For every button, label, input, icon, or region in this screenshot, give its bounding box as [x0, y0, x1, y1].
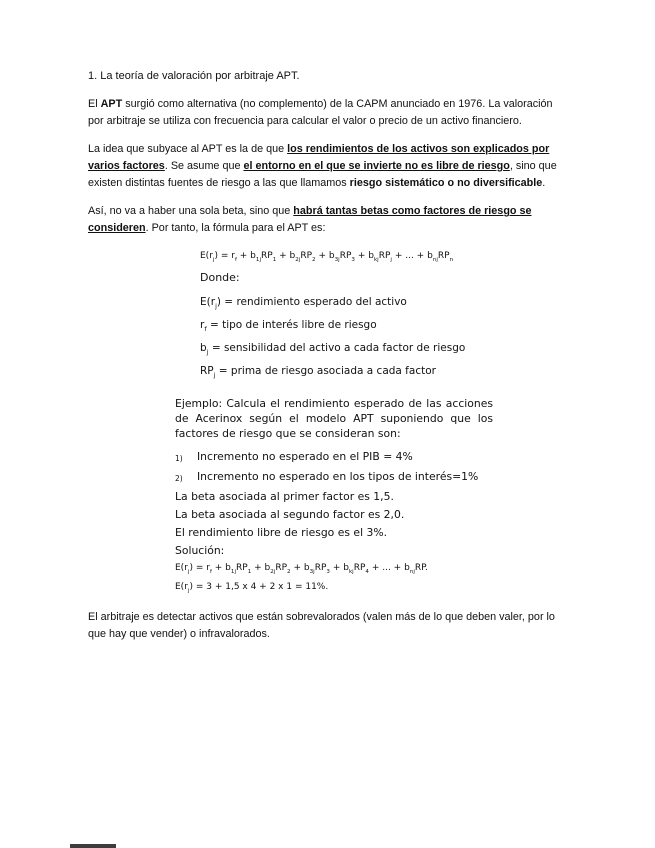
text-run: 1: [272, 256, 277, 263]
text-run: j: [187, 568, 190, 575]
text-run: E(r: [200, 251, 213, 261]
text-run: el entorno en el que se invierte no es libre de riesgo: [243, 160, 510, 172]
example-line-risk-free: El rendimiento libre de riesgo es el 3%.: [175, 526, 388, 539]
example-list-item-1: [175, 450, 493, 465]
text-run: j: [212, 256, 215, 263]
list-marker: 1): [175, 454, 183, 463]
example-section: [175, 396, 493, 593]
text-run: ) = r: [189, 563, 210, 573]
text-run: E(r: [175, 563, 188, 573]
text-run: riesgo sistemático o no diversificable: [349, 177, 543, 189]
page-edge-artifact: [70, 844, 116, 848]
text-run: 2: [287, 568, 291, 575]
text-run: ) = r: [214, 251, 235, 261]
text-run: RP: [200, 365, 214, 377]
text-run: 3: [351, 256, 355, 263]
solution-label: Solución:: [175, 544, 225, 557]
text-run: RP: [378, 251, 391, 261]
page-title: 1. La teoría de valoración por arbitraje APT.: [88, 70, 300, 82]
text-run: 1j: [230, 568, 237, 575]
text-run: . Por tanto, la fórmula para el APT es:: [145, 222, 326, 234]
text-run: + ... + b: [391, 251, 433, 261]
text-run: r: [200, 319, 205, 331]
text-run: , sino que existen distintas fuentes de riesgo a las que llamamos: [88, 160, 557, 189]
list-item-text: Incremento no esperado en el PIB = 4%: [197, 450, 413, 463]
definition-sensitivity: [200, 341, 567, 355]
text-run: 2j: [270, 568, 276, 575]
text-run: + b: [276, 251, 296, 261]
list-marker: 2): [175, 474, 183, 483]
paragraph-apt-betas: [88, 203, 567, 237]
text-run: 3j: [334, 256, 340, 263]
text-run: .: [542, 177, 546, 189]
text-run: + b: [329, 563, 349, 573]
text-run: La idea que subyace al APT es la de que: [88, 143, 288, 155]
text-run: RP: [353, 563, 366, 573]
text-run: 2: [312, 256, 316, 263]
text-run: f: [209, 568, 212, 575]
text-run: nj: [432, 256, 438, 263]
text-run: RP: [314, 563, 327, 573]
donde-label: Donde:: [200, 271, 240, 284]
text-run: + b: [236, 251, 256, 261]
text-run: b: [200, 342, 207, 354]
text-run: E(r: [200, 296, 216, 308]
definition-risk-free-rate: [200, 318, 567, 332]
text-run: RP: [300, 251, 313, 261]
text-run: RP.: [414, 563, 429, 573]
text-run: 1j: [255, 256, 262, 263]
text-run: RP: [437, 251, 450, 261]
text-run: j: [213, 371, 216, 380]
formula-section: [200, 251, 567, 378]
definition-risk-premium: [200, 364, 567, 378]
text-run: j: [215, 302, 217, 311]
text-run: RP: [339, 251, 352, 261]
text-run: kj: [348, 568, 354, 575]
text-run: E(r: [175, 582, 188, 592]
example-intro: Ejemplo: Calcula el rendimiento esperado de las acciones de Acerinox según el modelo APT suponiendo que los factores de riesgo que se consideran son:: [175, 397, 493, 440]
text-run: n: [449, 256, 454, 263]
text-run: Así, no va a haber una sola beta, sino que: [88, 205, 294, 217]
text-run: surgió como alternativa (no complemento) de la CAPM anunciado en 1976. La valoración por arbitraje se utiliza con frecuencia para calcular el valor o precio de un activo financiero.: [88, 98, 553, 127]
text-run: nj: [409, 568, 415, 575]
text-run: j: [206, 348, 209, 357]
example-line-beta-2: La beta asociada al segundo factor es 2,0.: [175, 508, 405, 521]
text-run: 2j: [295, 256, 301, 263]
text-run: 3: [326, 568, 330, 575]
solution-formula: [175, 562, 493, 574]
text-run: . Se asume que: [164, 160, 244, 172]
text-run: ) = rendimiento esperado del activo: [216, 296, 407, 308]
text-run: + b: [251, 563, 271, 573]
paragraph-apt-intro: [88, 96, 567, 130]
text-run: RP: [275, 563, 288, 573]
closing-paragraph: El arbitraje es detectar activos que están sobrevalorados (valen más de lo que deben valer, por lo que hay que vender) o infravalorados.: [88, 611, 555, 640]
definition-expected-return: [200, 295, 567, 309]
text-run: j: [187, 587, 190, 594]
text-run: 4: [365, 568, 369, 575]
text-run: + b: [354, 251, 374, 261]
text-run: RP: [236, 563, 248, 573]
example-line-beta-1: La beta asociada al primer factor es 1,5.: [175, 490, 394, 503]
text-run: El: [88, 98, 101, 110]
text-run: APT: [100, 98, 123, 110]
text-run: habrá tantas betas como factores de riesgo se consideren: [88, 205, 532, 234]
text-run: 1: [247, 568, 252, 575]
text-run: f: [234, 256, 237, 263]
text-run: RP: [261, 251, 273, 261]
text-run: j: [390, 256, 392, 263]
text-run: + b: [290, 563, 310, 573]
text-run: = sensibilidad del activo a cada factor de riesgo: [208, 342, 466, 354]
paragraph-apt-idea: [88, 141, 567, 192]
text-run: f: [204, 325, 207, 334]
text-run: los rendimientos de los activos son explicados por varios factores: [88, 143, 550, 172]
text-run: = prima de riesgo asociada a cada factor: [215, 365, 436, 377]
text-run: ) = 3 + 1,5 x 4 + 2 x 1 = 11%.: [189, 582, 329, 592]
text-run: + b: [315, 251, 335, 261]
example-list-item-2: [175, 470, 493, 485]
text-run: + b: [211, 563, 231, 573]
list-item-text: Incremento no esperado en los tipos de interés=1%: [197, 470, 479, 483]
solution-result: [175, 581, 493, 593]
text-run: 3j: [309, 568, 315, 575]
text-run: kj: [373, 256, 379, 263]
text-run: + ... + b: [368, 563, 410, 573]
text-run: = tipo de interés libre de riesgo: [206, 319, 377, 331]
apt-formula: [200, 251, 567, 261]
